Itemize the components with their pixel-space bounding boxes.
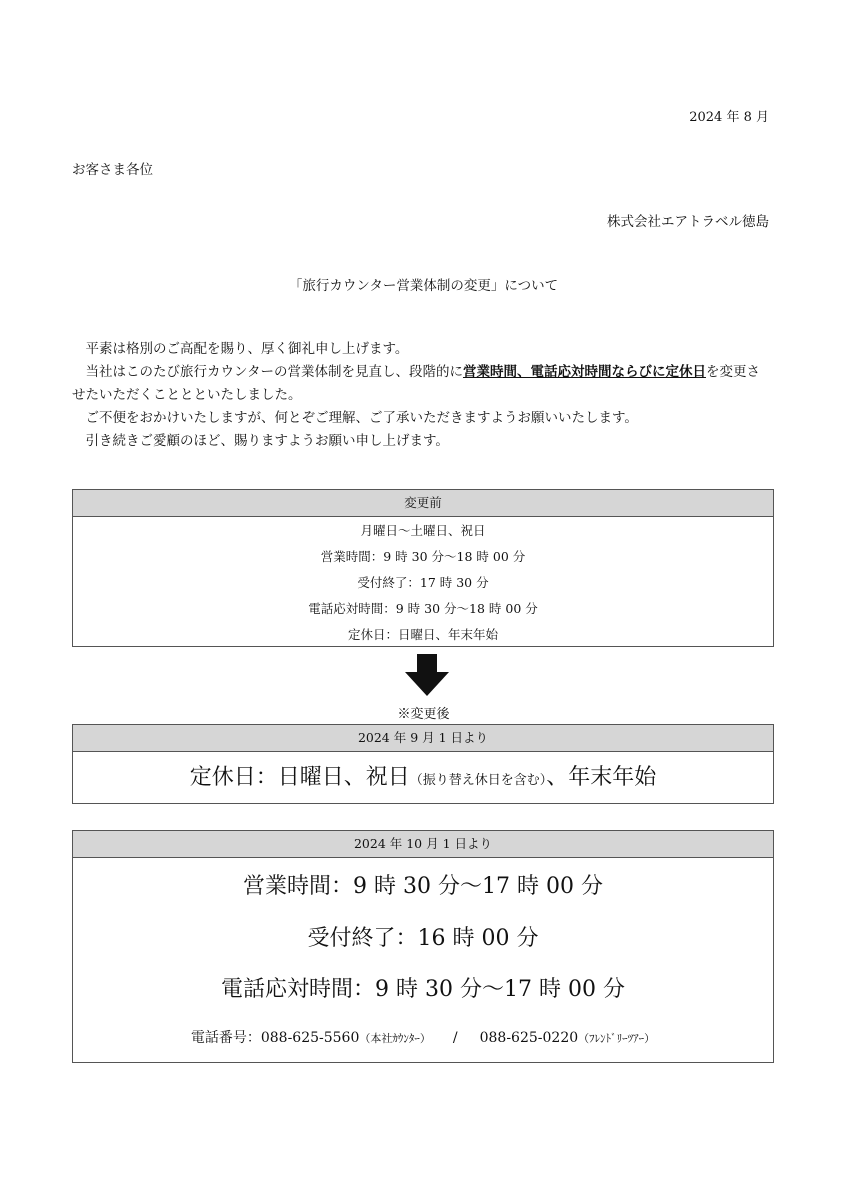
body-paragraph-2-emphasis: 営業時間、電話応対時間ならびに定休日 — [462, 364, 706, 380]
phone-head-office-note: （本社ｶｳﾝﾀｰ） — [359, 1032, 431, 1045]
september-holidays-end: 、年末年始 — [546, 765, 657, 790]
phone-friendly-tour-note: （ﾌﾚﾝﾄﾞﾘｰﾂｱｰ） — [578, 1032, 656, 1045]
phone-separator: / — [452, 1030, 458, 1046]
company-name: 株式会社エアトラベル徳島 — [607, 214, 769, 230]
before-holidays: 定休日：日曜日、年末年始 — [347, 627, 498, 642]
october-phone-hours: 電話応対時間：9 時 30 分～17 時 00 分 — [221, 977, 625, 1002]
body-paragraph-4: 引き続きご愛顧のほど、賜りますようお願い申し上げます。 — [85, 433, 449, 449]
october-reception-end: 受付終了：16 時 00 分 — [307, 926, 539, 951]
body-paragraph-2-post: を変更させたいただくこととといたしました。 — [72, 364, 760, 403]
phone-numbers — [73, 1027, 773, 1047]
before-change-details — [73, 517, 773, 648]
body-paragraph-1: 平素は格別のご高配を賜り、厚く御礼申し上げます。 — [85, 341, 409, 357]
body-paragraph-3: ご不便をおかけいたしますが、何とぞご理解、ご了承いただきますようお願いいたします。 — [85, 410, 638, 426]
before-change-box — [72, 489, 774, 647]
document-date: 2024 年 8 月 — [689, 110, 769, 125]
body-text — [72, 338, 772, 453]
september-holidays-main: 定休日：日曜日、祝日 — [189, 765, 410, 790]
september-holidays-note: （振り替え休日を含む） — [409, 773, 547, 788]
october-business-hours: 営業時間：9 時 30 分～17 時 00 分 — [243, 874, 603, 899]
october-change-title: 2024 年 10 月 1 日より — [73, 831, 773, 858]
september-holidays — [73, 752, 773, 807]
before-change-title: 変更前 — [73, 490, 773, 517]
before-reception-end: 受付終了：17 時 30 分 — [357, 575, 489, 590]
body-paragraph-2-pre: 当社はこのたび旅行カウンターの営業体制を見直し、段階的に — [85, 364, 463, 380]
before-days: 月曜日～土曜日、祝日 — [360, 523, 486, 538]
body-paragraph-2 — [72, 361, 772, 407]
september-change-box — [72, 724, 774, 804]
phone-head-office: 電話番号：088-625-5560 — [190, 1030, 360, 1046]
addressee: お客さま各位 — [72, 162, 153, 178]
down-arrow-icon — [405, 654, 449, 696]
before-business-hours: 営業時間：9 時 30 分～18 時 00 分 — [320, 549, 526, 564]
september-change-title: 2024 年 9 月 1 日より — [73, 725, 773, 752]
phone-friendly-tour: 088-625-0220 — [479, 1030, 579, 1046]
document-subject: 「旅行カウンター営業体制の変更」について — [288, 278, 559, 294]
october-change-box — [72, 830, 774, 1063]
after-change-label: ※変更後 — [397, 707, 450, 722]
before-phone-hours: 電話応対時間：9 時 30 分～18 時 00 分 — [308, 601, 538, 616]
